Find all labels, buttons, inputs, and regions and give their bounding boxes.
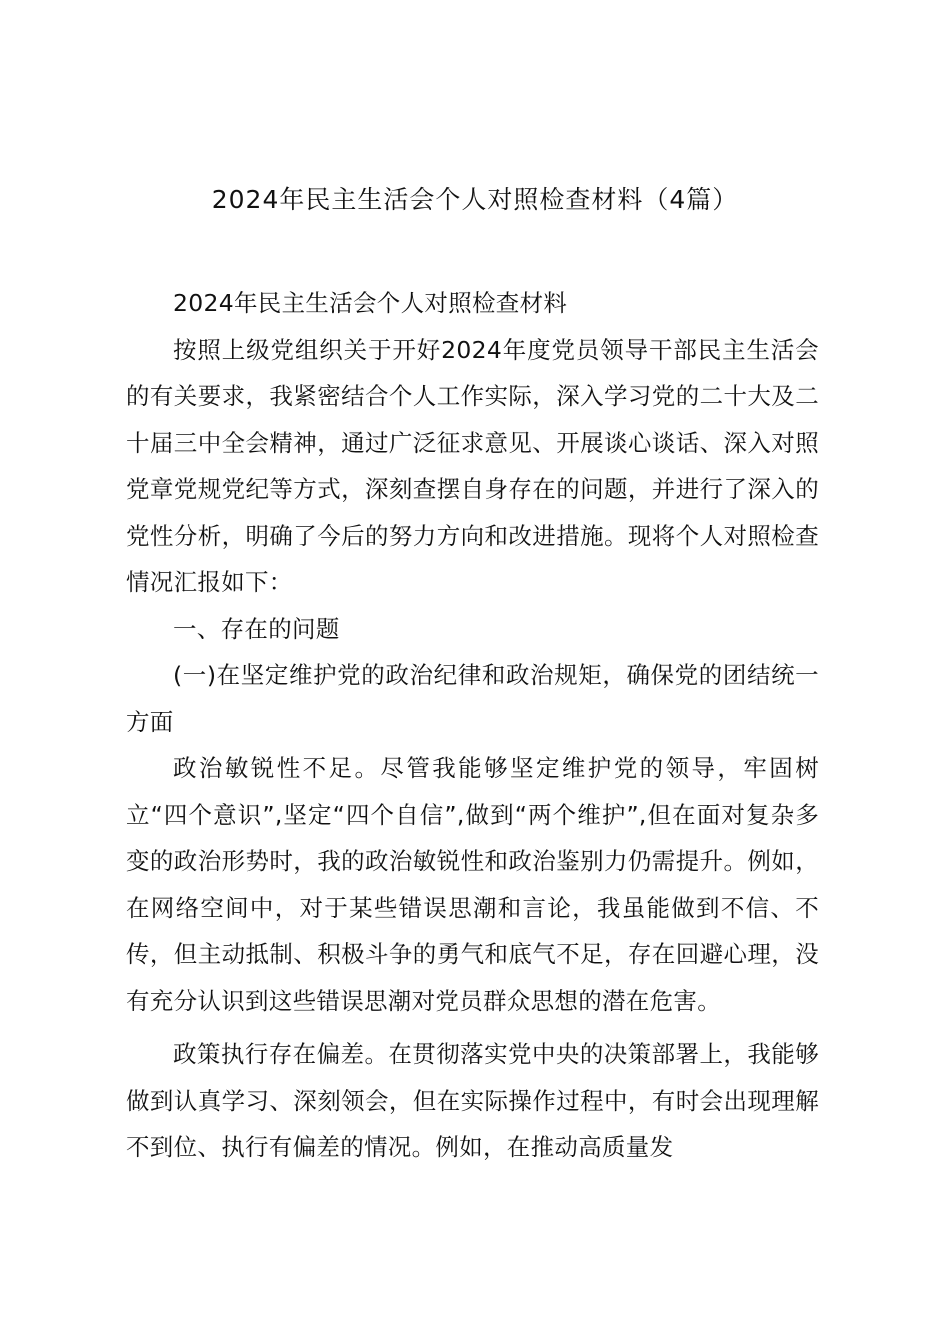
document-title: 2024年民主生活会个人对照检查材料（4篇）	[211, 185, 739, 214]
body-paragraph: 政治敏锐性不足。尽管我能够坚定维护党的领导，牢固树立“四个意识”,坚定“四个自信”,做到“两个维护”,但在面对复杂多变的政治形势时，我的政治敏锐性和政治鉴别力仍需提升。例如，在网络空间中，对于某些错误思潮和言论，我虽能做到不信、不传，但主动抵制、积极斗争的勇气和底气不足，存在回避心理，没有充分认识到这些错误思潮对党员群众思想的潜在危害。	[126, 754, 819, 1015]
subsection-heading: (一)在坚定维护党的政治纪律和政治规矩，确保党的团结统一方面	[126, 661, 819, 736]
intro-paragraph: 按照上级党组织关于开好2024年度党员领导干部民主生活会的有关要求，我紧密结合个人工作实际，深入学习党的二十大及二十届三中全会精神，通过广泛征求意见、开展谈心谈话、深入对照党章党规党纪等方式，深刻查摆自身存在的问题，并进行了深入的党性分析，明确了今后的努力方向和改进措施。现将个人对照检查情况汇报如下：	[126, 335, 819, 596]
body-paragraph: 政策执行存在偏差。在贯彻落实党中央的决策部署上，我能够做到认真学习、深刻领会，但在实际操作过程中，有时会出现理解不到位、执行有偏差的情况。例如，在推动高质量发	[126, 1040, 819, 1161]
part-heading: 一、存在的问题	[173, 614, 340, 643]
section-heading: 2024年民主生活会个人对照检查材料	[173, 289, 568, 317]
document-body	[126, 280, 819, 1171]
